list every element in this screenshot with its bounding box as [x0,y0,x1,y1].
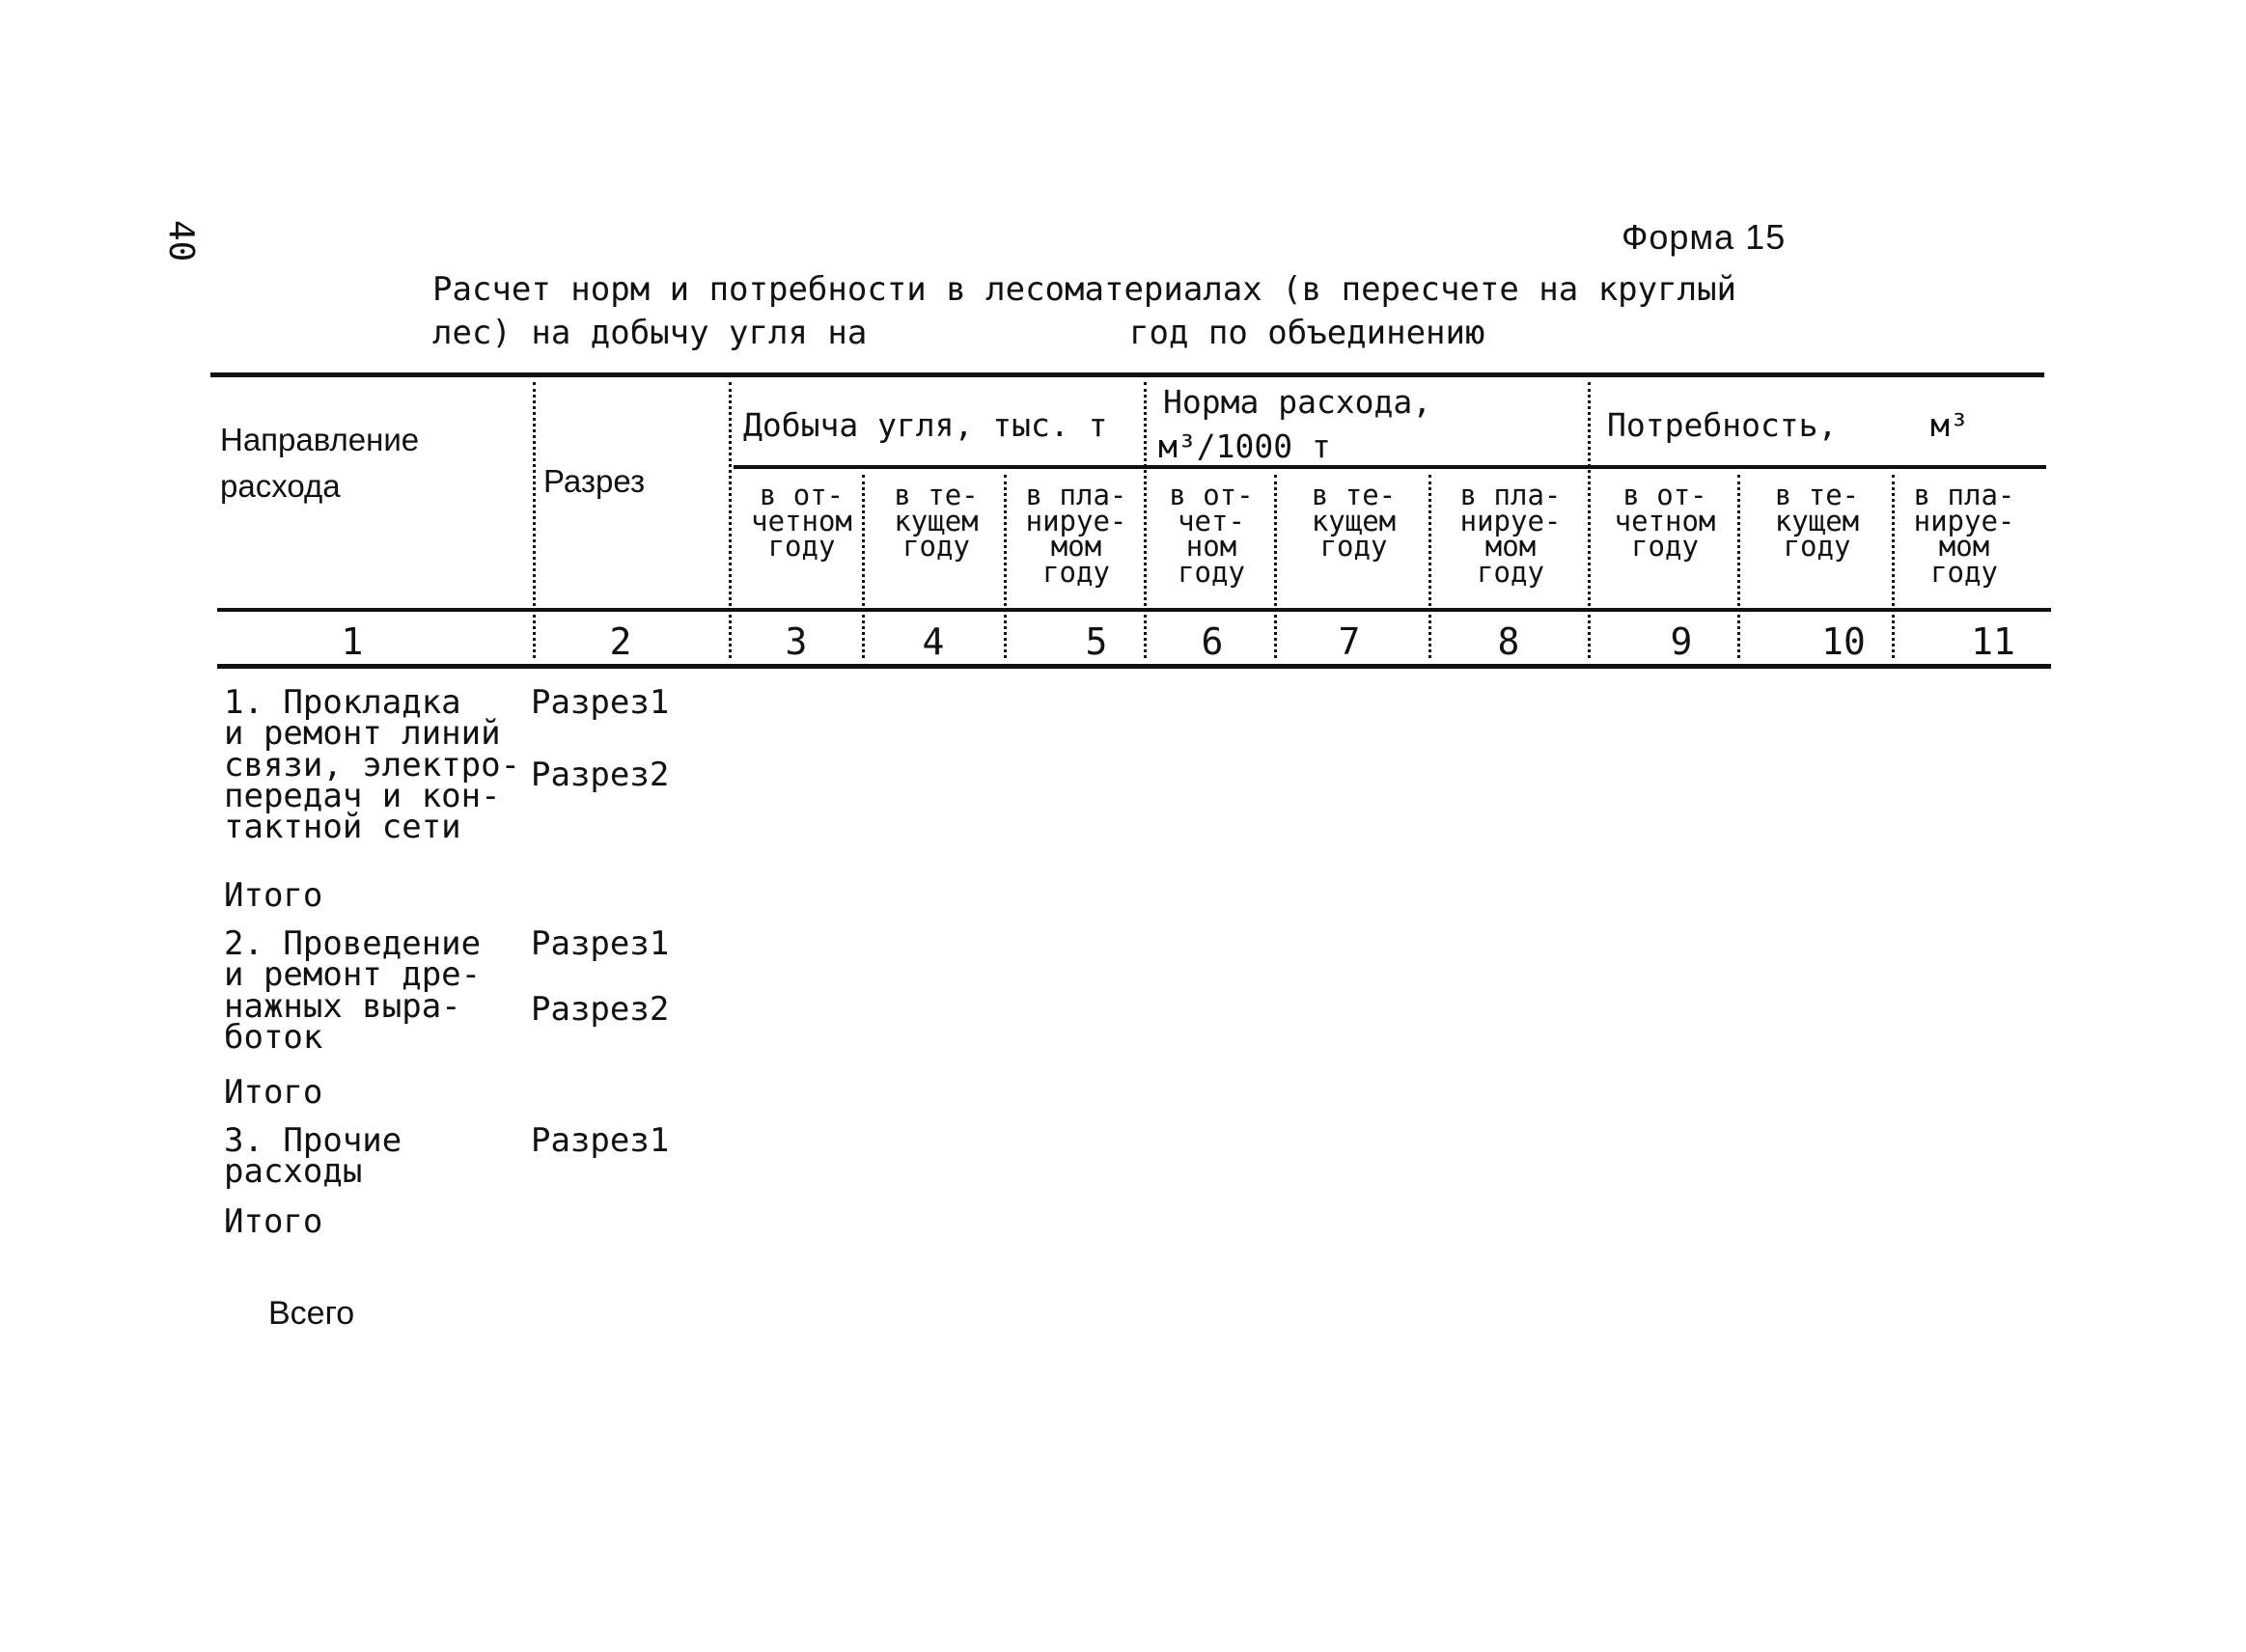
col-number-5: 5 [1085,620,1108,663]
col-number-6: 6 [1201,620,1224,663]
table-top-rule [210,372,2044,377]
row-3-name: 2. Проведение и ремонт дре- нажных выра- боток [224,924,482,1057]
col-number-7: 7 [1338,620,1361,663]
col-number-11: 11 [1971,620,2015,663]
col-number-8: 8 [1497,620,1520,663]
row-5-name: 3. Прочие расходы [224,1121,402,1192]
subheader-need-reported: в от- четном году [1614,479,1716,564]
row-1-section-1: Разрез1 [531,683,670,722]
col-number-9: 9 [1670,620,1693,663]
row-1-name: 1. Прокладка и ремонт линий связи, электро- передач и кон- тактной сети [224,683,521,847]
row-7-name: Всего [268,1295,355,1332]
header-norm: Норма расхода, [1163,383,1432,421]
row-4-name: Итого [224,1073,323,1112]
subheader-norm-planned: в пла- нируе- мом году [1459,479,1562,590]
header-need: Потребность, [1607,406,1838,444]
col-number-3: 3 [785,620,808,663]
col-number-1: 1 [341,620,364,663]
row-5-section-1: Разрез1 [531,1121,670,1160]
row-3-section-2: Разрез2 [531,990,670,1029]
page-number: 40 [161,220,201,262]
header-need-unit: м³ [1930,406,1969,444]
header-coal: Добыча угля, тыс. т [743,406,1108,444]
subheader-need-current: в те- кущем году [1774,479,1860,564]
form-label: Форма 15 [1622,217,1787,257]
row-1-section-2: Разрез2 [531,756,670,794]
subheader-need-planned: в пла- нируе- мом году [1913,479,2015,590]
subheader-norm-reported: в от- чет- ном году [1169,479,1254,590]
title-line-2b: год по объединению [1129,314,1485,352]
numbers-bottom-rule [217,664,2051,669]
subheader-coal-current: в те- кущем году [894,479,979,564]
subheader-coal-planned: в пла- нируе- мом году [1025,479,1127,590]
header-sub-rule [734,465,2046,469]
row-6-name: Итого [224,1202,323,1241]
title-line-1: Расчет норм и потребности в лесоматериалах (в пересчете на круглый [432,270,1737,309]
header-bottom-rule [217,608,2051,612]
header-direction: Направление расхода [220,422,420,504]
separator-5 [862,475,868,658]
col-number-4: 4 [922,620,945,663]
col-number-10: 10 [1821,620,1866,663]
header-section: Разрез [543,463,646,499]
row-2-name: Итого [224,876,323,915]
col-number-2: 2 [609,620,632,663]
title-line-2a: лес) на добычу угля на [432,314,868,352]
separator-2 [729,382,735,658]
subheader-coal-reported: в от- четном году [751,479,852,564]
header-norm-unit: м³/1000 т [1158,427,1331,465]
row-3-section-1: Разрез1 [531,924,670,963]
separator-1 [533,382,539,658]
subheader-norm-current: в те- кущем году [1311,479,1397,564]
